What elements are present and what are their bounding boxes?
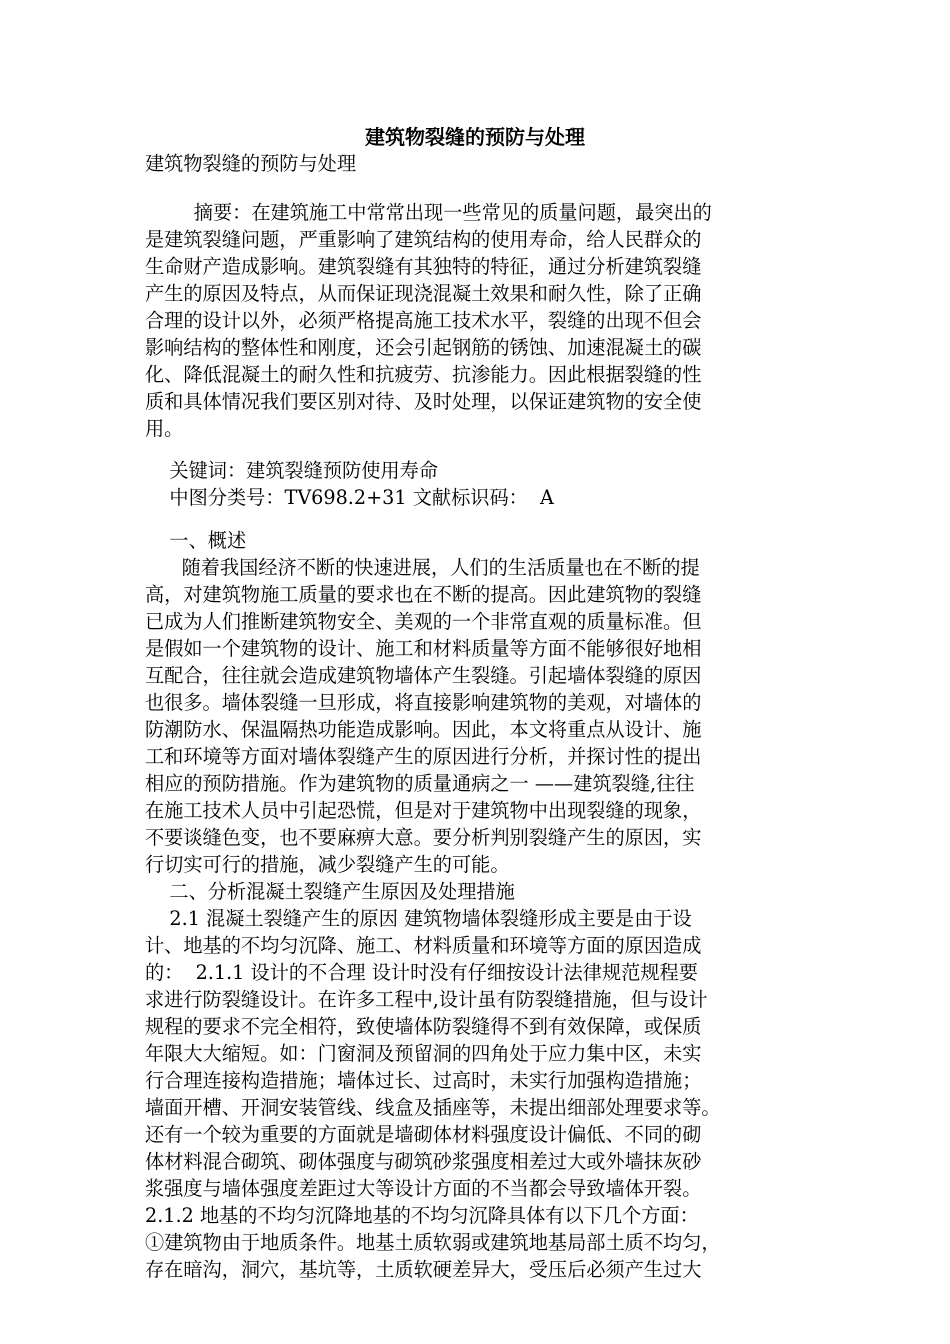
paragraph-line: 体材料混合砌筑、砌体强度与砌筑砂浆强度相差过大或外墙抹灰砂: [145, 1150, 702, 1173]
paragraph-line: 也很多。墙体裂缝一旦形成，将直接影响建筑物的美观，对墙体的: [145, 691, 702, 714]
paragraph-line: 互配合，往往就会造成建筑物墙体产生裂缝。引起墙体裂缝的原因: [145, 664, 702, 687]
abstract-line: 化、降低混凝土的耐久性和抗疲劳、抗渗能力。因此根据裂缝的性: [145, 363, 702, 386]
section-heading: 一、概述: [145, 529, 247, 552]
paragraph-line: 的： 2.1.1 设计的不合理 设计时没有仔细按设计法律规范规程要: [145, 961, 698, 984]
paragraph-line: 年限大大缩短。如：门窗洞及预留洞的四角处于应力集中区，未实: [145, 1042, 702, 1065]
abstract-line: 用。: [145, 417, 184, 440]
paragraph-line: 墙面开槽、开洞安装管线、线盒及插座等，未提出细部处理要求等。: [145, 1096, 721, 1119]
abstract-line: 摘要：在建筑施工中常常出现一些常见的质量问题，最突出的: [145, 201, 712, 224]
paragraph-line: 已成为人们推断建筑物安全、美观的一个非常直观的质量标准。但: [145, 610, 702, 633]
paragraph-line: 在施工技术人员中引起恐慌，但是对于建筑物中出现裂缝的现象，: [145, 799, 702, 822]
abstract-line: 是建筑裂缝问题，严重影响了建筑结构的使用寿命，给人民群众的: [145, 228, 702, 251]
paragraph-line: 计、地基的不均匀沉降、施工、材料质量和环境等方面的原因造成: [145, 934, 702, 957]
subtitle-line: 建筑物裂缝的预防与处理: [145, 152, 357, 175]
paragraph-line: ①建筑物由于地质条件。地基土质软弱或建筑地基局部土质不均匀，: [145, 1231, 721, 1254]
paragraph-line: 规程的要求不完全相符，致使墙体防裂缝得不到有效保障，或保质: [145, 1015, 702, 1038]
paragraph-line: 防潮防水、保温隔热功能造成影响。因此，本文将重点从设计、施: [145, 718, 702, 741]
paragraph-line: 高，对建筑物施工质量的要求也在不断的提高。因此建筑物的裂缝: [145, 583, 702, 606]
abstract-line: 产生的原因及特点，从而保证现浇混凝土效果和耐久性，除了正确: [145, 282, 702, 305]
paragraph-line: 2.1.2 地基的不均匀沉降地基的不均匀沉降具体有以下几个方面：: [145, 1204, 699, 1227]
document-title: 建筑物裂缝的预防与处理: [365, 125, 585, 149]
paragraph-line: 相应的预防措施。作为建筑物的质量通病之一 ——建筑裂缝,往往: [145, 772, 695, 795]
section-heading: 二、分析混凝土裂缝产生原因及处理措施: [145, 880, 515, 903]
paragraph-line: 求进行防裂缝设计。在许多工程中,设计虽有防裂缝措施，但与设计: [145, 988, 708, 1011]
classification-line: 中图分类号：TV698.2+31 文献标识码： A: [145, 486, 554, 509]
paragraph-line: 存在暗沟，洞穴，基坑等，土质软硬差异大，受压后必须产生过大: [145, 1258, 702, 1281]
paragraph-line: 随着我国经济不断的快速进展，人们的生活质量也在不断的提: [145, 556, 700, 579]
abstract-line: 影响结构的整体性和刚度，还会引起钢筋的锈蚀、加速混凝土的碳: [145, 336, 702, 359]
abstract-line: 合理的设计以外，必须严格提高施工技术水平，裂缝的出现不但会: [145, 309, 702, 332]
abstract-line: 生命财产造成影响。建筑裂缝有其独特的特征，通过分析建筑裂缝: [145, 255, 702, 278]
paragraph-line: 浆强度与墙体强度差距过大等设计方面的不当都会导致墙体开裂。: [145, 1177, 702, 1200]
paragraph-line: 不要谈缝色变，也不要麻痹大意。要分析判别裂缝产生的原因，实: [145, 826, 702, 849]
paragraph-line: 是假如一个建筑物的设计、施工和材料质量等方面不能够很好地相: [145, 637, 702, 660]
abstract-line: 质和具体情况我们要区别对待、及时处理，以保证建筑物的安全使: [145, 390, 702, 413]
paragraph-line: 还有一个较为重要的方面就是墙砌体材料强度设计偏低、不同的砌: [145, 1123, 702, 1146]
paragraph-line: 2.1 混凝土裂缝产生的原因 建筑物墙体裂缝形成主要是由于设: [145, 907, 692, 930]
keywords-line: 关键词：建筑裂缝预防使用寿命: [145, 459, 439, 482]
paragraph-line: 工和环境等方面对墙体裂缝产生的原因进行分析，并探讨性的提出: [145, 745, 702, 768]
paragraph-line: 行合理连接构造措施；墙体过长、过高时，未实行加强构造措施；: [145, 1069, 702, 1092]
paragraph-line: 行切实可行的措施，减少裂缝产生的可能。: [145, 853, 510, 876]
